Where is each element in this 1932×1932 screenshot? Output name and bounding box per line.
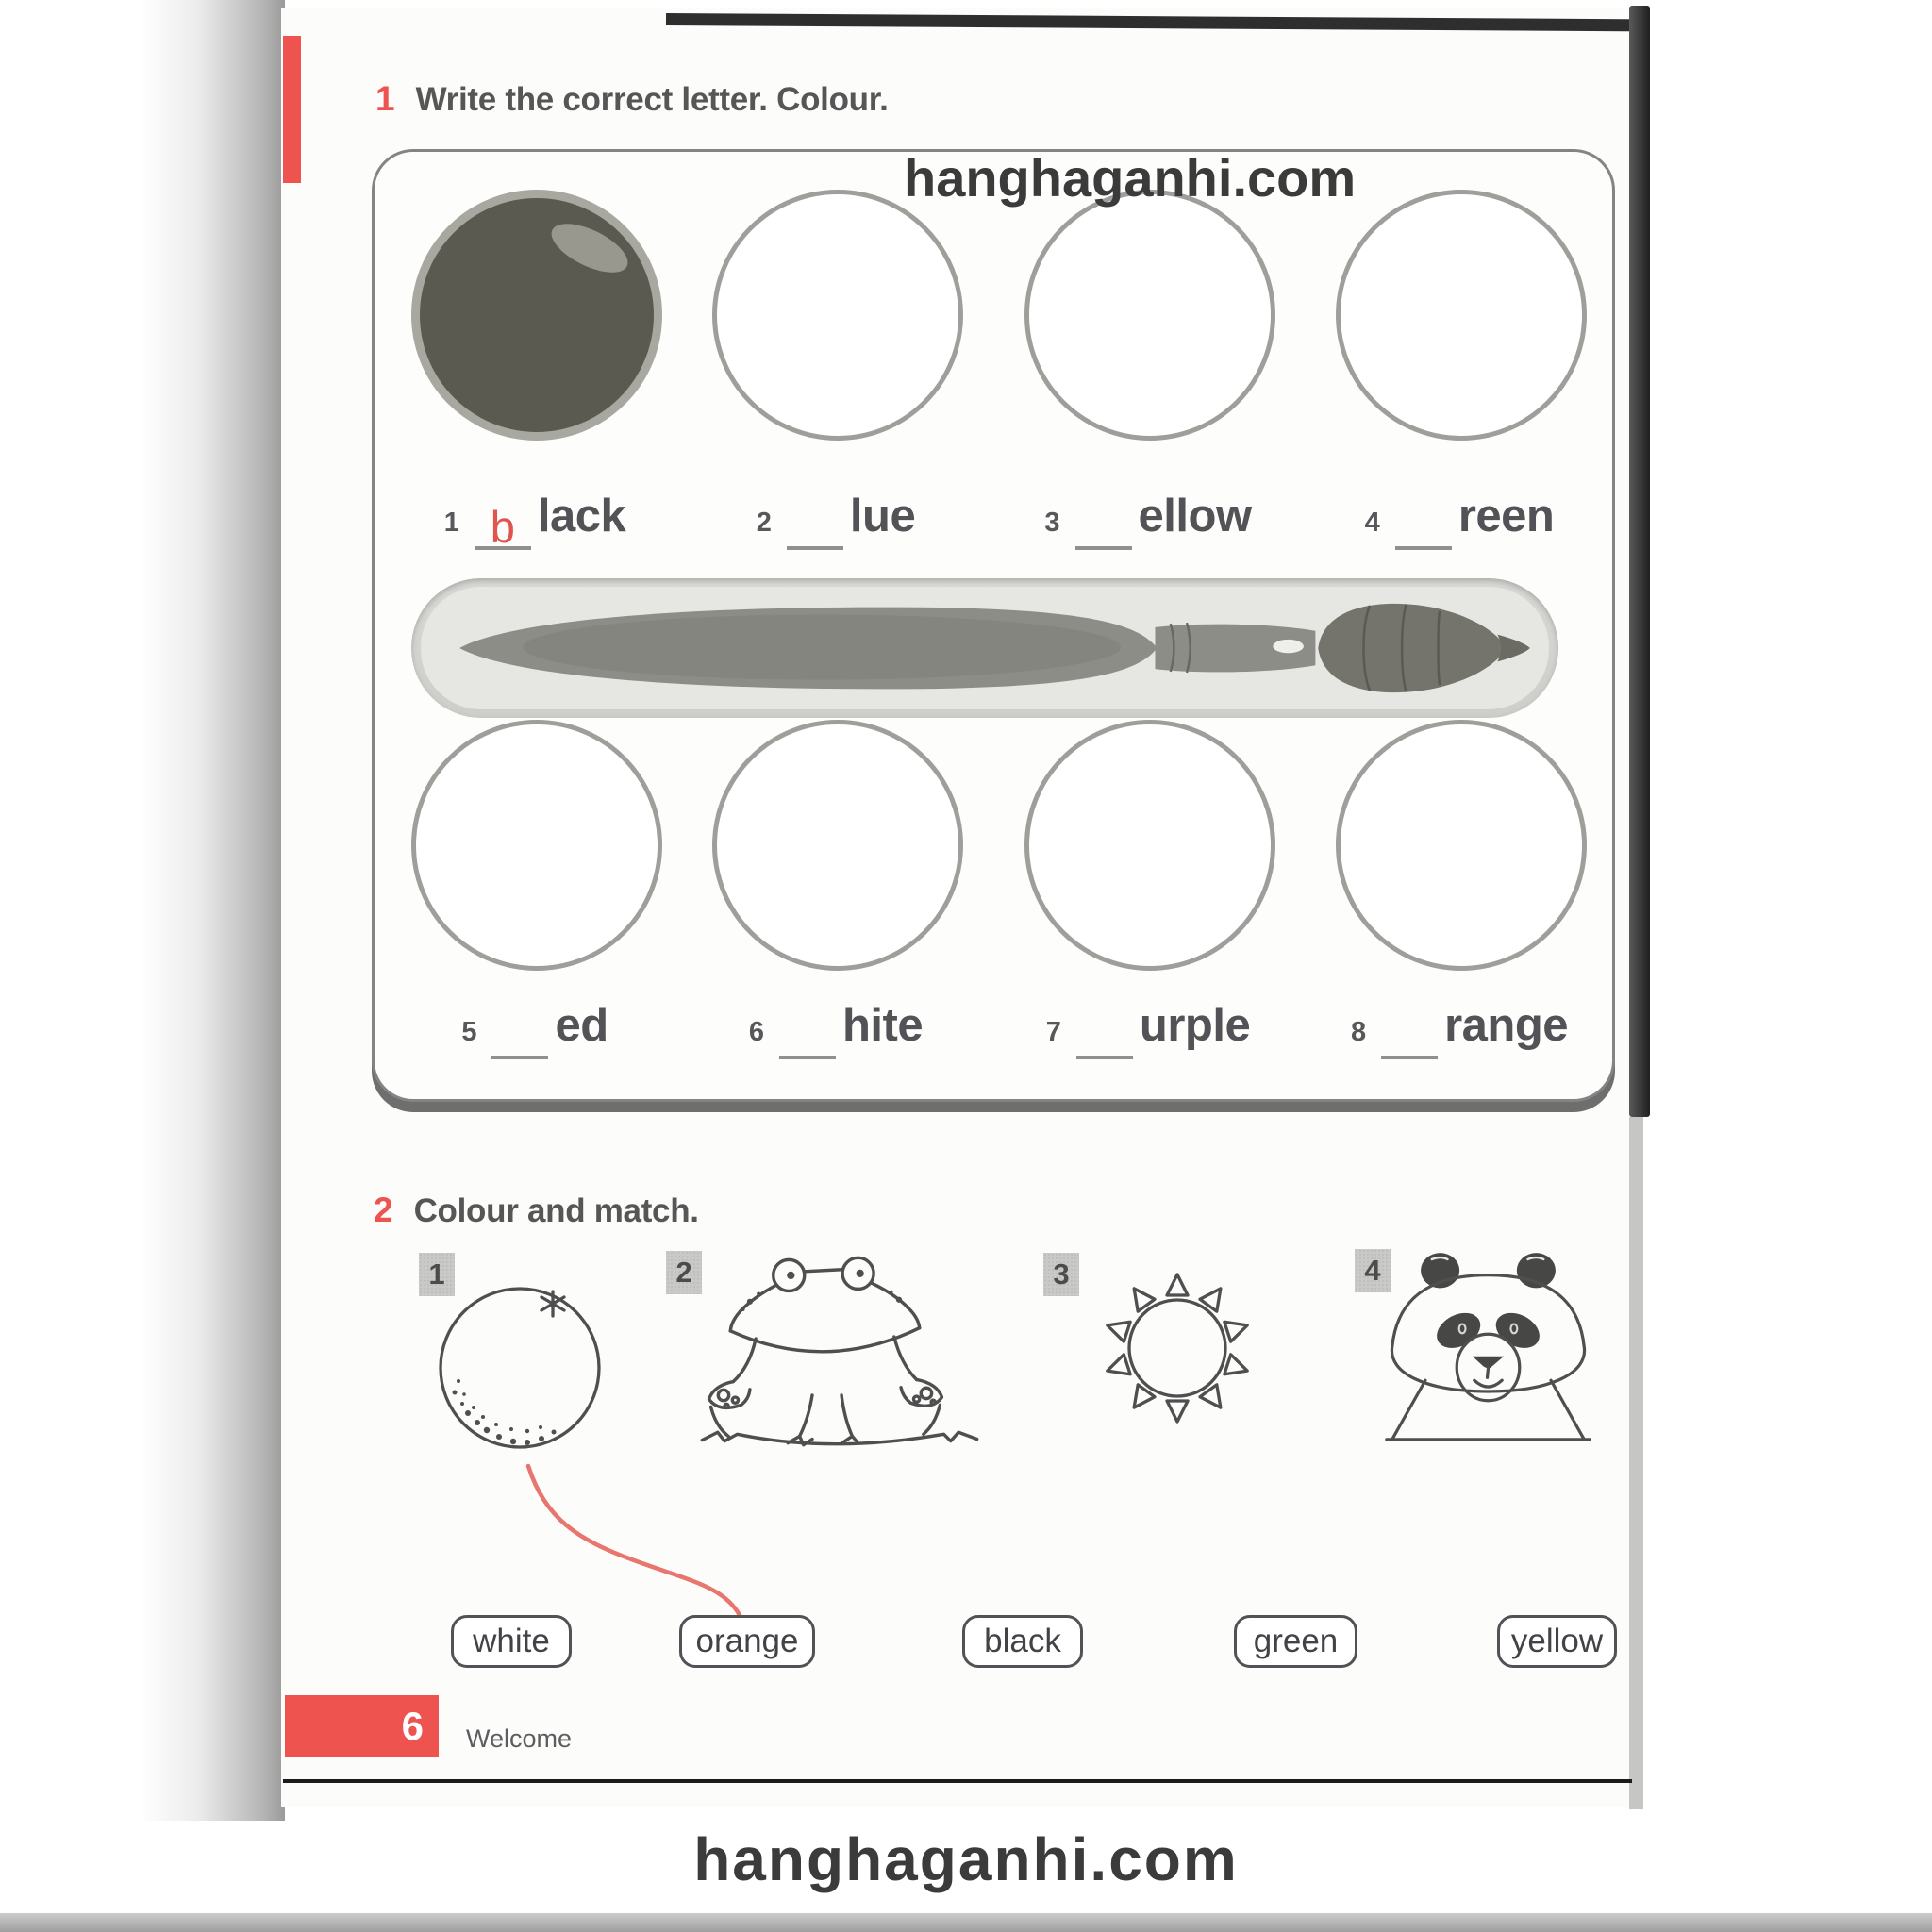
picture3-badge (1043, 1253, 1079, 1296)
margin-accent-bar (283, 36, 301, 183)
word-label: yellow (1510, 1623, 1604, 1659)
color-word: hite (842, 1000, 924, 1052)
frog-drawing (694, 1251, 987, 1451)
paintbrush-illustration (423, 580, 1547, 716)
picture3-number: 3 (1053, 1257, 1070, 1291)
picture2-badge (666, 1251, 702, 1294)
brush-bristles (1318, 604, 1504, 692)
scan-left-shadow (140, 0, 285, 1821)
paint-circle-red-empty (411, 720, 662, 971)
orange-texture-dots (453, 1379, 557, 1445)
answer-blank (491, 1005, 548, 1059)
answer-blank (787, 495, 843, 550)
label-number: 6 (748, 1017, 764, 1047)
paint-circle-orange-empty (1336, 720, 1587, 971)
paint-circle-purple-empty (1024, 720, 1275, 971)
exercise1-header (375, 79, 889, 119)
word-label: white (473, 1623, 550, 1659)
exercise1-number: 1 (375, 79, 395, 118)
page-bottom-rule (283, 1779, 1632, 1783)
exercise1-title: Write the correct letter. Colour. (415, 81, 889, 118)
label-number: 2 (756, 508, 772, 538)
picture2-number: 2 (675, 1256, 692, 1289)
brush-tip (1497, 635, 1530, 662)
paint-circle-blue-empty (712, 190, 963, 441)
color-label-purple (990, 997, 1307, 1052)
sun-drawing (1092, 1266, 1262, 1434)
page-right-edge (1629, 1117, 1643, 1809)
word-label: green (1253, 1623, 1339, 1659)
watermark-top: hanghaganhi.com (904, 148, 1357, 208)
label-number: 5 (461, 1017, 477, 1047)
page-number: 6 (401, 1703, 424, 1748)
word-pill-black (962, 1615, 1083, 1668)
color-label-black (376, 488, 693, 553)
match-line-orange (509, 1460, 755, 1623)
color-label-yellow (990, 488, 1307, 542)
picture1-number: 1 (428, 1257, 445, 1291)
picture4-badge (1355, 1249, 1391, 1292)
answer-blank (1075, 495, 1132, 550)
paint-circle-green-empty (1336, 190, 1587, 441)
answer-blank (1076, 1005, 1133, 1059)
color-word: lack (537, 491, 626, 542)
color-word: lue (849, 491, 916, 542)
picture4-number: 4 (1364, 1254, 1381, 1287)
panda-body (1387, 1380, 1590, 1440)
answer-blank (1381, 1005, 1438, 1059)
orange-stem-star (541, 1291, 564, 1316)
frog-right-foot-spots (914, 1388, 936, 1404)
exercise2-header (374, 1191, 699, 1230)
paint-palette-panel (372, 149, 1615, 1102)
panda-nose (1473, 1357, 1504, 1369)
answer-blank (1395, 495, 1452, 550)
paint-circle-white-empty (712, 720, 963, 971)
panda-drawing (1379, 1247, 1596, 1447)
answer-blank (475, 495, 531, 553)
paint-circle-black-filled (411, 190, 662, 441)
color-word: ed (555, 1000, 608, 1052)
label-number: 8 (1350, 1017, 1367, 1047)
color-label-white (677, 997, 994, 1052)
color-word: urple (1139, 1000, 1251, 1052)
paint-circle-yellow-empty (1024, 190, 1275, 441)
book-binding-edge (1629, 6, 1650, 1117)
exercise2-number: 2 (374, 1191, 393, 1229)
picture1-badge (419, 1253, 455, 1296)
label-number: 7 (1045, 1017, 1061, 1047)
word-label: black (984, 1623, 1061, 1659)
label-number: 4 (1364, 508, 1380, 538)
label-number: 3 (1044, 508, 1060, 538)
word-pill-white (451, 1615, 572, 1668)
frog-smile (730, 1328, 919, 1352)
color-label-orange (1301, 997, 1618, 1052)
word-pill-green (1234, 1615, 1357, 1668)
word-pill-orange (679, 1615, 815, 1668)
color-label-green (1301, 488, 1618, 542)
paint-shine (544, 214, 635, 283)
frog-ground-line (702, 1432, 976, 1443)
answer-letter: b (490, 502, 515, 553)
answer-blank (779, 1005, 836, 1059)
orange-drawing (430, 1275, 609, 1455)
color-label-red (376, 997, 693, 1052)
color-label-blue (677, 488, 994, 542)
color-word: reen (1457, 491, 1555, 542)
color-word: range (1444, 1000, 1569, 1052)
page-number-tab (285, 1695, 439, 1757)
exercise2-title: Colour and match. (413, 1192, 699, 1229)
watermark-bottom: hanghaganhi.com (693, 1825, 1239, 1893)
label-number: 1 (443, 508, 459, 538)
scan-bottom-band (0, 1913, 1932, 1932)
sun-rays (1104, 1274, 1250, 1422)
brush-tray (411, 578, 1558, 718)
word-label: orange (695, 1623, 799, 1659)
brush-ferrule-highlight (1273, 640, 1304, 653)
footer-section-label: Welcome (466, 1724, 573, 1753)
color-word: ellow (1138, 491, 1252, 542)
word-pill-yellow (1497, 1615, 1617, 1668)
